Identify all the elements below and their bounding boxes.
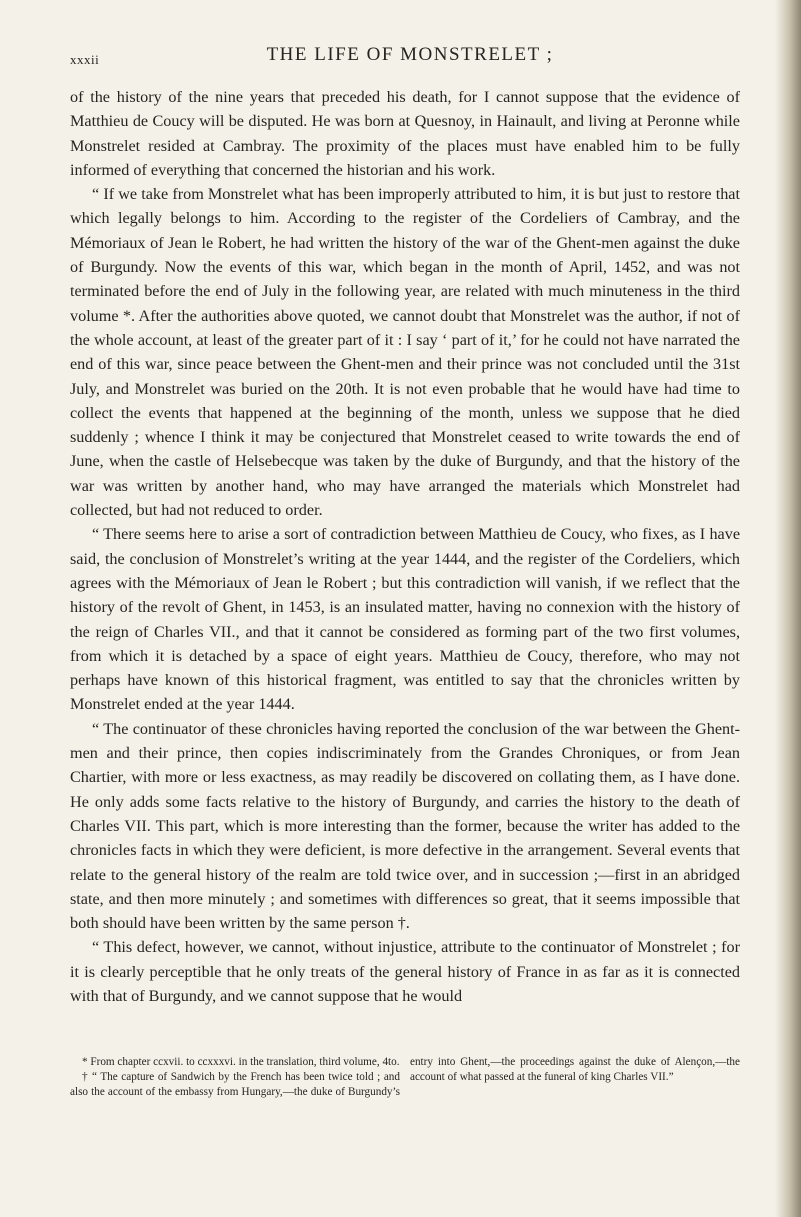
footnote: * From chapter ccxvii. to ccxxxvi. in the translation, third volume, 4to.: [82, 1056, 400, 1068]
paragraph: “ This defect, however, we cannot, without injustice, attribute to the continuator of Monstrelet ; for it is clearly perceptible that he only treats of the general history of France in as far as it is connected with that of Burgundy, and we cannot suppose that he would: [70, 938, 740, 1005]
footnotes: [70, 1055, 740, 1100]
paragraph: “ If we take from Monstrelet what has been improperly attributed to him, it is but just to restore that which legally belongs to him. According to the register of the Cordeliers of Cambray, and the Mémoriaux of Jean le Robert, he had written the history of the war of the Ghent-men against the duke of Burgundy. Now the events of this war, which began in the month of April, 1452, and was not terminated before the end of July in the following year, are related with much minuteness in the third volume *. After the authorities above quoted, we cannot doubt that Monstrelet was the author, if not of the whole account, at least of the greater part of it : I say ‘ part of it,’ for he could not have narrated the end of this war, since peace between the Ghent-men and their prince was not concluded until the 31st July, and Monstrelet was buried on the 20th. It is not even probable that he would have had time to collect the events that happened at the beginning of the month, unless we suppose that he died suddenly ; whence I think it may be conjectured that Monstrelet ceased to write towards the end of June, when the castle of Helsebecque was taken by the duke of Burgundy, and that the history of the war was written by another hand, who may have arranged the materials which Monstrelet had collected, but had not reduced to order.: [70, 185, 740, 520]
paragraph: “ The continuator of these chronicles having reported the conclusion of the war between the Ghent-men and their prince, then copies indiscriminately from the Grandes Chroniques, or from Jean Chartier, with more or less exactness, as may readily be discovered on collating them, as I have done. He only adds some facts relative to the history of Burgundy, and carries the history to the death of Charles VII. This part, which is more interesting than the former, because the writer has added to the chronicles facts in which they were deficient, is more defective in the arrangement. Several events that relate to the general history of the realm are told twice over, and in succession ;—first in an abridged state, and then more minutely ; and sometimes with differences so great, that it seems impossible that both should have been written by the same person †.: [70, 719, 740, 933]
footnote: † “ The capture of Sandwich by the French has been twice told ; and also the account of the embassy from Hungary,—the duke of Burgundy’s entry into Ghent,—the proceedings against the duke of Alençon,—the account of what passed at the funeral of king Charles VII.”: [70, 1056, 740, 1098]
page-number: xxxii: [70, 52, 100, 67]
page-edge-shadow: [775, 0, 801, 1217]
body-text: [70, 85, 740, 1008]
paragraph: “ There seems here to arise a sort of contradiction between Matthieu de Coucy, who fixes, as I have said, the conclusion of Monstrelet’s writing at the year 1444, and the register of the Cordeliers, which agrees with the Mémoriaux of Jean le Robert ; but this contradiction will vanish, if we reflect that the history of the revolt of Ghent, in 1453, is an insulated matter, having no connexion with the history of the reign of Charles VII., and that it cannot be considered as forming part of the two first volumes, from which it is detached by a space of eight years. Matthieu de Coucy, therefore, who may not perhaps have known of this historical fragment, was entitled to say that the chronicles written by Monstrelet ended at the year 1444.: [70, 525, 740, 714]
paragraph: of the history of the nine years that preceded his death, for I cannot suppose that the evidence of Matthieu de Coucy will be disputed. He was born at Quesnoy, in Hainault, and living at Peronne while Monstrelet resided at Cambray. The proximity of the places must have enabled him to be fully informed of everything that concerned the historian and his work.: [70, 88, 740, 179]
running-title: THE LIFE OF MONSTRELET ;: [266, 44, 554, 65]
page-header: [70, 44, 750, 72]
